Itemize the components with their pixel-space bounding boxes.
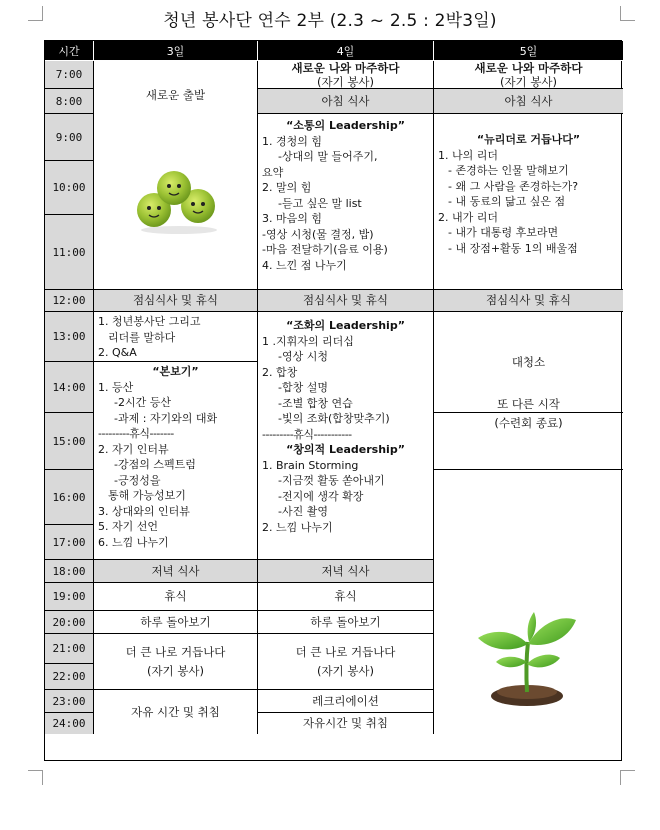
time-cell: 15:00 — [45, 413, 94, 470]
day2-morning-sub: (자기 봉사) — [316, 74, 375, 89]
crop-mark-bottom-right — [620, 770, 635, 785]
day3-newleader-line: 2. 내가 리더 — [438, 210, 498, 224]
smiling-peas-image — [134, 166, 224, 236]
day1-bonbogi-line: 통해 가능성보기 — [108, 489, 186, 502]
day2-comm-line: -마음 전달하기(음료 이용) — [262, 243, 388, 256]
day1-bonbogi-line: 3. 상대와의 인터뷰 — [98, 504, 190, 518]
day2-harmony-line: 2. 합창 — [262, 365, 298, 379]
day2-harmony-line: 1 .지휘자의 리더십 — [262, 334, 354, 348]
day3-morning-cell — [434, 61, 623, 89]
day1-rest-cell: 휴식 — [94, 583, 258, 611]
day1-start-label: 새로운 출발 — [145, 88, 206, 102]
day2-harmony-line: ---------휴식----------- — [262, 427, 352, 441]
day3-another-sub: (수련회 종료) — [494, 416, 563, 430]
day2-harmony-heading: “조화의 Leadership” — [286, 319, 405, 332]
day1-bigger-sub: (자기 봉사) — [146, 663, 205, 678]
day1-lunch-cell: 점심식사 및 휴식 — [94, 290, 258, 312]
day1-intro-cell — [94, 312, 258, 362]
time-cell: 12:00 — [45, 290, 94, 312]
day2-comm-line: 1. 경청의 힘 — [262, 134, 322, 148]
time-cell: 24:00 — [45, 713, 94, 734]
day3-lunch-cell: 점심식사 및 휴식 — [434, 290, 623, 312]
time-cell: 14:00 — [45, 362, 94, 413]
day3-newleader-line: - 왜 그 사람을 존경하는가? — [448, 179, 579, 193]
day3-breakfast-cell: 아침 식사 — [434, 89, 623, 114]
day2-comm-line: 3. 마음의 힘 — [262, 212, 322, 225]
day1-bonbogi-line: -긍정성을 — [114, 473, 161, 487]
crop-mark-bottom-left — [28, 770, 43, 785]
page-title: 청년 봉사단 연수 2부 (2.3 ~ 2.5 : 2박3일) — [163, 11, 497, 31]
day2-program-cell — [258, 312, 434, 560]
day1-bonbogi-line: 1. 등산 — [98, 380, 134, 394]
time-cell: 7:00 — [45, 61, 94, 89]
time-cell: 22:00 — [45, 664, 94, 690]
time-cell: 11:00 — [45, 215, 94, 290]
time-cell: 20:00 — [45, 611, 94, 634]
day1-free-cell: 자유 시간 및 취침 — [94, 690, 258, 734]
day2-creative-heading: “창의적 Leadership” — [286, 443, 405, 456]
day2-dinner-cell: 저녁 식사 — [258, 560, 434, 583]
day2-creative-line: 1. Brain Storming — [262, 458, 359, 472]
day2-creative-line: -지금껏 활동 쏟아내기 — [278, 474, 385, 487]
day2-rest-cell: 휴식 — [258, 583, 434, 611]
day1-start-cell — [94, 61, 258, 290]
day1-bonbogi-line: -2시간 등산 — [114, 396, 171, 409]
day2-free-cell: 자유시간 및 취침 — [258, 713, 434, 734]
day3-sprout-cell — [434, 470, 623, 734]
day3-another-cell — [434, 397, 623, 470]
time-cell: 23:00 — [45, 690, 94, 713]
day2-harmony-line: -조별 합창 연습 — [278, 396, 353, 410]
day3-newleader-line: - 존경하는 인물 말해보기 — [448, 164, 569, 177]
day2-harmony-line: -합창 설명 — [278, 381, 328, 394]
day3-newleader-line: - 내가 대통령 후보라면 — [448, 226, 559, 239]
day2-comm-line: 2. 말의 힘 — [262, 181, 312, 194]
time-cell: 18:00 — [45, 560, 94, 583]
day2-morning-title: 새로운 나와 마주하다 — [291, 60, 400, 75]
schedule-table — [44, 40, 622, 761]
day1-intro-line: 2. Q&A — [98, 346, 137, 359]
time-cell: 19:00 — [45, 583, 94, 611]
day1-bonbogi-line: -강점의 스펙트럼 — [114, 458, 196, 471]
day1-bonbogi-line: 5. 자기 선언 — [98, 520, 158, 533]
time-cell: 8:00 — [45, 89, 94, 114]
day3-newleader-line: - 내 동료의 닮고 싶은 점 — [448, 195, 566, 208]
day1-bonbogi-line: 2. 자기 인터뷰 — [98, 442, 169, 456]
day1-bonbogi-heading: “본보기” — [152, 365, 199, 378]
day2-comm-line: -듣고 싶은 말 list — [278, 196, 362, 210]
time-cell: 21:00 — [45, 634, 94, 664]
day3-cleanup-cell: 대청소 — [434, 312, 623, 413]
day2-harmony-line: -영상 시청 — [278, 350, 328, 363]
day1-bigger-cell — [94, 634, 258, 690]
sprout-image — [472, 600, 582, 710]
day2-comm-cell — [258, 114, 434, 290]
day1-bigger-title: 더 큰 나로 거듭나다 — [125, 644, 226, 659]
day1-dinner-cell: 저녁 식사 — [94, 560, 258, 583]
time-cell: 10:00 — [45, 161, 94, 215]
day2-comm-line: 4. 느낀 점 나누기 — [262, 258, 347, 272]
day2-comm-heading: “소통의 Leadership” — [286, 119, 405, 132]
day2-review-cell: 하루 돌아보기 — [258, 611, 434, 634]
day3-newleader-heading: “뉴리더로 거듭나다” — [476, 133, 581, 146]
day2-bigger-title: 더 큰 나로 거듭나다 — [295, 644, 396, 659]
day2-breakfast-cell: 아침 식사 — [258, 89, 434, 114]
day3-morning-title: 새로운 나와 마주하다 — [474, 60, 583, 75]
time-cell: 13:00 — [45, 312, 94, 362]
day2-comm-line: -영상 시청(물 결정, 밥) — [262, 227, 374, 241]
day3-another-title: 또 다른 시작 — [497, 397, 560, 411]
day2-creative-line: -사진 촬영 — [278, 505, 328, 518]
day1-intro-line: 리더를 말하다 — [108, 330, 176, 344]
day1-bonbogi-line: ---------휴식------- — [98, 427, 174, 440]
time-cell: 17:00 — [45, 525, 94, 560]
day2-comm-line: 요약 — [262, 165, 284, 179]
header-day2: 4일 — [258, 41, 434, 61]
day1-bonbogi-line: 6. 느낌 나누기 — [98, 535, 169, 549]
time-cell: 16:00 — [45, 470, 94, 525]
day2-recreation-cell: 레크리에이션 — [258, 690, 434, 713]
day2-morning-cell — [258, 61, 434, 89]
header-day1: 3일 — [94, 41, 258, 61]
day1-bonbogi-cell — [94, 362, 258, 560]
day2-bigger-cell — [258, 634, 434, 690]
time-cell: 9:00 — [45, 114, 94, 161]
header-day3: 5일 — [434, 41, 623, 61]
header-time: 시간 — [45, 41, 94, 61]
day2-creative-line: 2. 느낌 나누기 — [262, 520, 333, 534]
day3-newleader-line: - 내 장점+활동 1의 배울점 — [448, 241, 578, 255]
day2-bigger-sub: (자기 봉사) — [316, 663, 375, 678]
day3-newleader-line: 1. 나의 리더 — [438, 148, 498, 162]
day2-lunch-cell: 점심식사 및 휴식 — [258, 290, 434, 312]
day2-harmony-line: -빛의 조화(합창맞추기) — [278, 412, 390, 425]
day3-newleader-cell — [434, 114, 623, 290]
day1-review-cell: 하루 돌아보기 — [94, 611, 258, 634]
day2-comm-line: -상대의 말 들어주기, — [278, 150, 378, 163]
day2-creative-line: -전지에 생각 확장 — [278, 489, 364, 503]
day1-intro-line: 1. 청년봉사단 그리고 — [98, 315, 201, 328]
day1-bonbogi-line: -과제 : 자기와의 대화 — [114, 411, 218, 425]
day3-morning-sub: (자기 봉사) — [499, 74, 558, 89]
